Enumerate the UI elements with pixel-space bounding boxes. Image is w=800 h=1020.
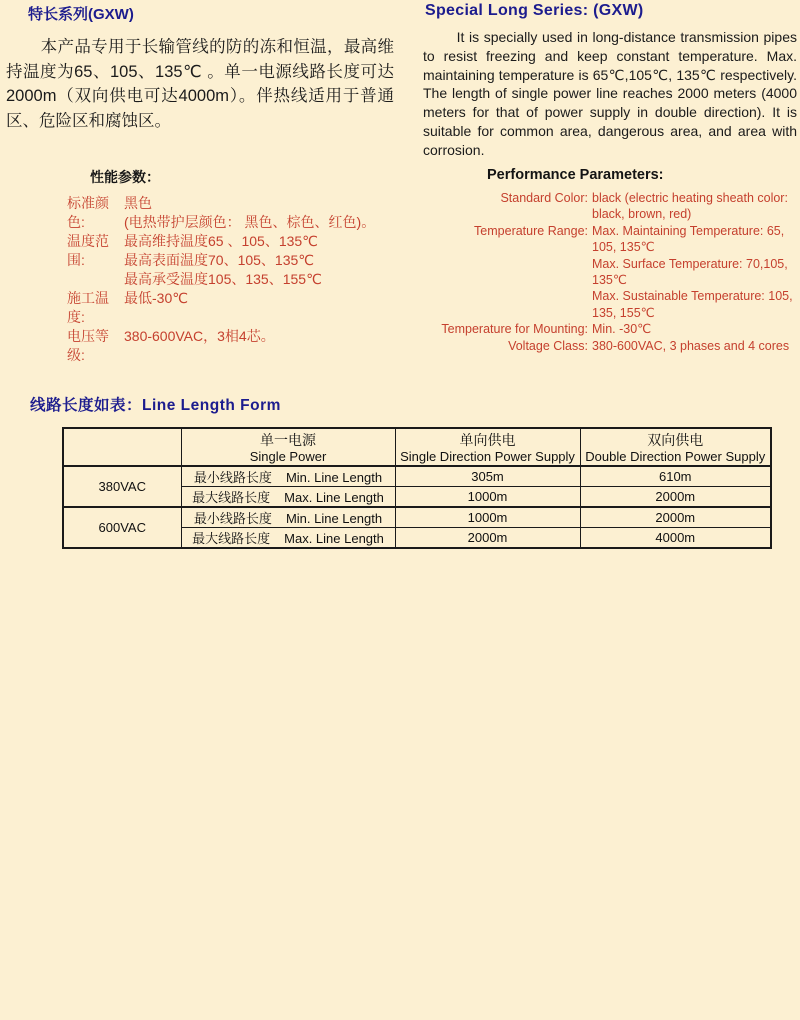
- param-values: [592, 321, 800, 337]
- param-label: Temperature Range:: [474, 223, 588, 238]
- param-line: 135, 155℃: [592, 305, 655, 320]
- voltage-cell-600vac: 600VAC: [63, 507, 181, 548]
- param-values: [124, 194, 397, 232]
- header-cell-single-power: [181, 428, 395, 466]
- voltage-cell-380vac: 380VAC: [63, 466, 181, 507]
- param-cell: [181, 487, 395, 508]
- value-cell: 2000m: [580, 507, 771, 528]
- header-zh: 双向供电: [647, 431, 704, 448]
- line-length-form-heading: 线路长度如表：Line Length Form: [30, 397, 281, 414]
- table-row: [63, 466, 771, 487]
- param-cell: [181, 507, 395, 528]
- param-line: 最高承受温度105、135、155℃: [124, 271, 322, 287]
- header-en: Single Direction Power Supply: [400, 448, 575, 464]
- param-line: Min. -30℃: [592, 322, 652, 337]
- param-row-temperature-range-en: [398, 223, 800, 321]
- section-title-en: Special Long Series: (GXW): [425, 2, 644, 19]
- param-en: Max. Line Length: [284, 531, 384, 546]
- header-cell-single-direction: [395, 428, 580, 466]
- value-cell: 610m: [580, 466, 771, 487]
- param-line: 135℃: [592, 273, 627, 288]
- intro-section-zh: [6, 3, 394, 133]
- param-row-standard-color-en: [398, 190, 800, 223]
- param-zh: 最小线路长度: [193, 470, 272, 485]
- params-heading-zh: 性能参数：: [90, 169, 160, 185]
- param-cell: [181, 528, 395, 549]
- param-row-temperature-range-zh: [67, 232, 397, 289]
- param-line: Max. Sustainable Temperature: 105,: [592, 289, 793, 304]
- param-zh: 最小线路长度: [193, 511, 272, 526]
- param-en: Min. Line Length: [285, 470, 383, 485]
- value-cell: 4000m: [580, 528, 771, 549]
- intro-paragraph-zh: 本产品专用于长输管线的防的冻和恒温，最高维持温度为65、105、135℃ 。单一电源线路长度可达2000m（双向供电可达4000m）。伴热线适用于普通区、危险区和腐蚀区。: [6, 38, 394, 130]
- param-label: Temperature for Mounting:: [441, 322, 588, 337]
- performance-parameters-en: [398, 167, 800, 354]
- param-label: Standard Color:: [500, 191, 588, 205]
- intro-paragraph-en: It is specially used in long-distance transmission pipes to resist freezing and keep constant temperature. Max. maintaining temperature is 65℃,105℃, 135℃ respectively. The length of single power line reaches 2000 meters (4000 meters for that of power supply in double direction). It is suitable for common area, dangerous area, and area with corrosion.: [423, 29, 797, 158]
- performance-parameters-zh: [67, 167, 397, 365]
- header-cell-double-direction: [580, 428, 771, 466]
- param-row-voltage-class-en: [398, 338, 800, 354]
- param-values: [592, 223, 800, 321]
- param-label: 施工温度:: [67, 290, 109, 325]
- param-row-voltage-class-zh: [67, 327, 397, 365]
- param-label: 标准颜色:: [67, 195, 109, 230]
- intro-section-en: [423, 2, 797, 160]
- header-en: Single Power: [249, 448, 327, 464]
- param-zh: 最大线路长度: [192, 490, 271, 505]
- param-en: Max. Line Length: [284, 490, 384, 505]
- header-zh: 单一电源: [260, 431, 316, 448]
- value-cell: 1000m: [395, 507, 580, 528]
- table-row: [63, 507, 771, 528]
- param-values: [124, 232, 397, 289]
- param-line: 380-600VAC, 3 phases and 4 cores: [592, 338, 790, 353]
- line-length-table: [62, 427, 772, 549]
- param-en: Min. Line Length: [285, 511, 383, 526]
- param-row-mounting-temperature-en: [398, 321, 800, 337]
- param-values: [592, 338, 800, 354]
- value-cell: 305m: [395, 466, 580, 487]
- param-label: Voltage Class:: [508, 338, 588, 353]
- param-line: 最高维持温度65 、105、135℃: [124, 233, 318, 249]
- param-line: 380-600VAC，3相4芯。: [124, 328, 275, 344]
- param-label: 电压等级:: [67, 328, 109, 363]
- param-line: black, brown, red): [592, 207, 692, 222]
- param-line: 最高表面温度70、105、135℃: [124, 252, 315, 268]
- param-row-mounting-temperature-zh: [67, 289, 397, 327]
- value-cell: 2000m: [395, 528, 580, 549]
- params-heading-en: Performance Parameters:: [487, 167, 664, 183]
- value-cell: 2000m: [580, 487, 771, 508]
- param-values: [124, 327, 397, 365]
- value-cell: 1000m: [395, 487, 580, 508]
- header-en: Double Direction Power Supply: [585, 448, 766, 464]
- param-line: (电热带护层颜色： 黑色、棕色、红色)。: [124, 214, 376, 230]
- param-row-standard-color-zh: [67, 194, 397, 232]
- table-header-row: [63, 428, 771, 466]
- param-values: [592, 190, 800, 223]
- header-cell-empty: [63, 428, 181, 466]
- param-line: 最低-30℃: [124, 290, 188, 306]
- param-zh: 最大线路长度: [192, 531, 271, 546]
- param-label: 温度范围:: [67, 233, 109, 268]
- param-cell: [181, 466, 395, 487]
- param-line: black (electric heating sheath color:: [592, 191, 788, 205]
- param-line: Max. Maintaining Temperature: 65,: [592, 223, 785, 238]
- header-zh: 单向供电: [459, 431, 516, 448]
- param-line: Max. Surface Temperature: 70,105,: [592, 256, 788, 271]
- section-title-zh: 特长系列(GXW): [28, 6, 134, 23]
- param-values: [124, 289, 397, 327]
- param-line: 105, 135℃: [592, 240, 655, 255]
- param-line: 黑色: [124, 195, 152, 211]
